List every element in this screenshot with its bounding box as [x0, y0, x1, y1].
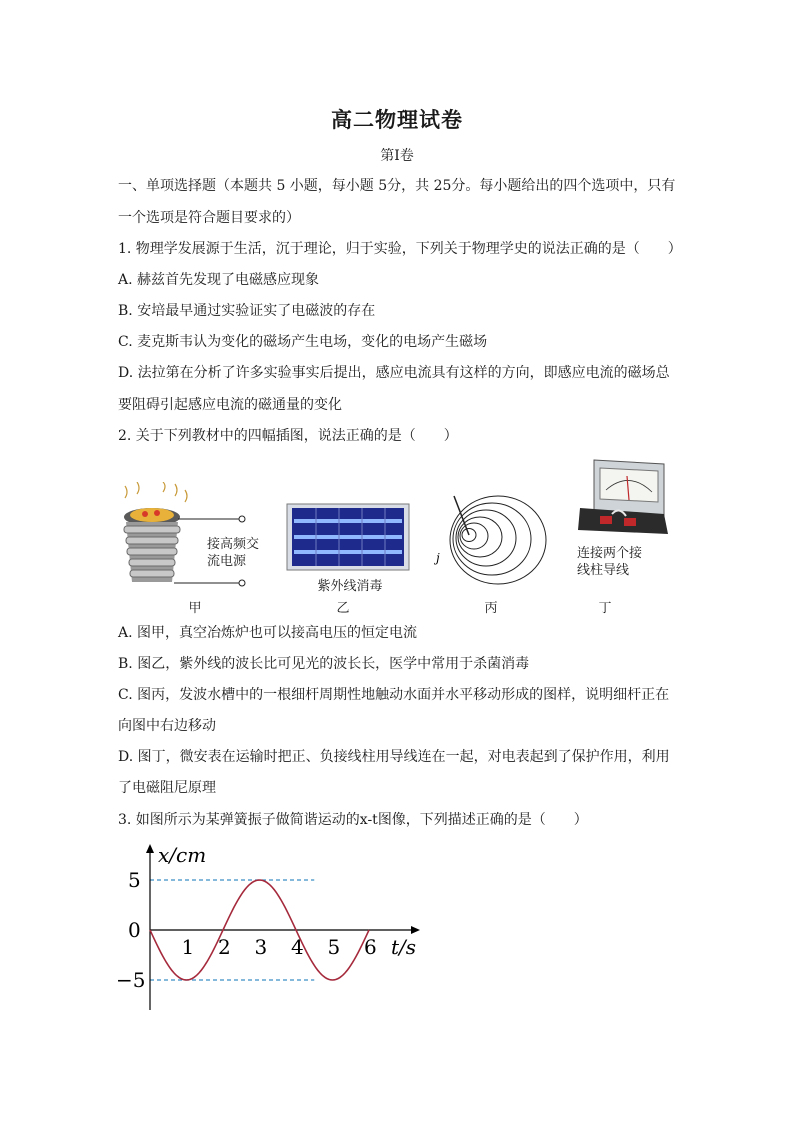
part1-instruction-line1: 一、单项选择题（本题共 5 小题，每小题 5分，共 25分。每小题给出的四个选项中，只有: [118, 178, 676, 194]
q1-stem: 1. 物理学发展源于生活，沉于理论，归于实验，下列关于物理学史的说法正确的是（ ）: [118, 241, 682, 257]
uv-lamp-figure: [286, 503, 410, 573]
terminal-positive: [600, 516, 612, 524]
metal-piece: [154, 510, 160, 516]
x-tick-label: 5: [327, 935, 341, 959]
q2-option-a: A. 图甲，真空冶炼炉也可以接高电压的恒定电流: [118, 625, 418, 641]
section-label: 第I卷: [380, 148, 414, 164]
q2-option-d-line1: D. 图丁，微安表在运输时把正、负接线柱用导线连在一起，对电表起到了保护作用，利用: [118, 749, 670, 765]
y-tick-label: 5: [128, 868, 141, 892]
q2-option-b: B. 图乙，紫外线的波长比可见光的波长长，医学中常用于杀菌消毒: [118, 656, 530, 672]
xt-graph: [110, 838, 440, 1018]
microammeter-label-line2: 线柱导线: [577, 563, 630, 578]
uv-tube: [294, 550, 402, 554]
caption-bing: 丙: [484, 601, 498, 616]
x-tick-label: 6: [364, 935, 377, 959]
microammeter-label-line1: 连接两个接: [577, 546, 643, 561]
x-tick-label: 3: [254, 935, 268, 959]
furnace-label: [207, 536, 259, 570]
uv-tube: [294, 519, 402, 523]
x-tick-label: 1: [181, 935, 195, 959]
q2-option-c-line2: 向图中右边移动: [118, 718, 216, 734]
microammeter-label: [577, 545, 642, 579]
molten-metal: [130, 508, 174, 522]
q2-stem: 2. 关于下列教材中的四幅插图，说法正确的是（ ）: [118, 428, 458, 444]
heat-waves: [125, 482, 187, 502]
terminal-bottom: [239, 580, 245, 586]
page-title: 高二物理试卷: [331, 108, 463, 132]
uv-lamp-label: 紫外线消毒: [317, 579, 383, 594]
x-tick-label: 4: [291, 935, 304, 959]
terminal-top: [239, 516, 245, 522]
point-j-label: j: [436, 551, 440, 565]
uv-tube: [294, 535, 402, 539]
wave-fronts: [450, 496, 546, 584]
q1-option-d-line1: D. 法拉第在分析了许多实验事实后提出，感应电流具有这样的方向，即感应电流的磁场总: [118, 365, 670, 381]
caption-yi: 乙: [336, 601, 350, 616]
y-axis-label: x/cm: [158, 843, 207, 867]
x-axis-label: t/s: [391, 935, 417, 959]
q1-option-a: A. 赫兹首先发现了电磁感应现象: [118, 272, 320, 288]
terminal-negative: [624, 518, 636, 526]
y-axis-arrow: [146, 844, 154, 853]
microammeter-figure: [572, 458, 672, 544]
q1-option-b: B. 安培最早通过实验证实了电磁波的存在: [118, 303, 376, 319]
q3-stem: 3. 如图所示为某弹簧振子做简谐运动的x-t图像，下列描述正确的是（ ）: [118, 812, 588, 828]
x-tick-label: 2: [218, 935, 231, 959]
metal-piece: [142, 511, 148, 517]
q1-option-c: C. 麦克斯韦认为变化的磁场产生电场，变化的电场产生磁场: [118, 334, 488, 350]
wave-pattern-figure: [434, 488, 552, 590]
x-axis-arrow: [411, 926, 420, 934]
y-tick-label: −5: [116, 968, 146, 992]
caption-ding: 丁: [598, 601, 612, 616]
part1-instruction-line2: 一个选项是符合题目要求的）: [118, 210, 300, 226]
caption-jia: 甲: [188, 601, 202, 616]
furnace-label-line2: 流电源: [207, 554, 247, 569]
furnace-label-line1: 接高频交: [207, 537, 260, 552]
q2-option-d-line2: 了电磁阻尼原理: [118, 780, 216, 796]
q2-option-c-line1: C. 图丙，发波水槽中的一根细杆周期性地触动水面并水平移动形成的图样，说明细杆正在: [118, 687, 670, 703]
y-tick-label: 0: [128, 918, 141, 942]
q1-option-d-line2: 要阻碍引起感应电流的磁通量的变化: [118, 397, 342, 413]
